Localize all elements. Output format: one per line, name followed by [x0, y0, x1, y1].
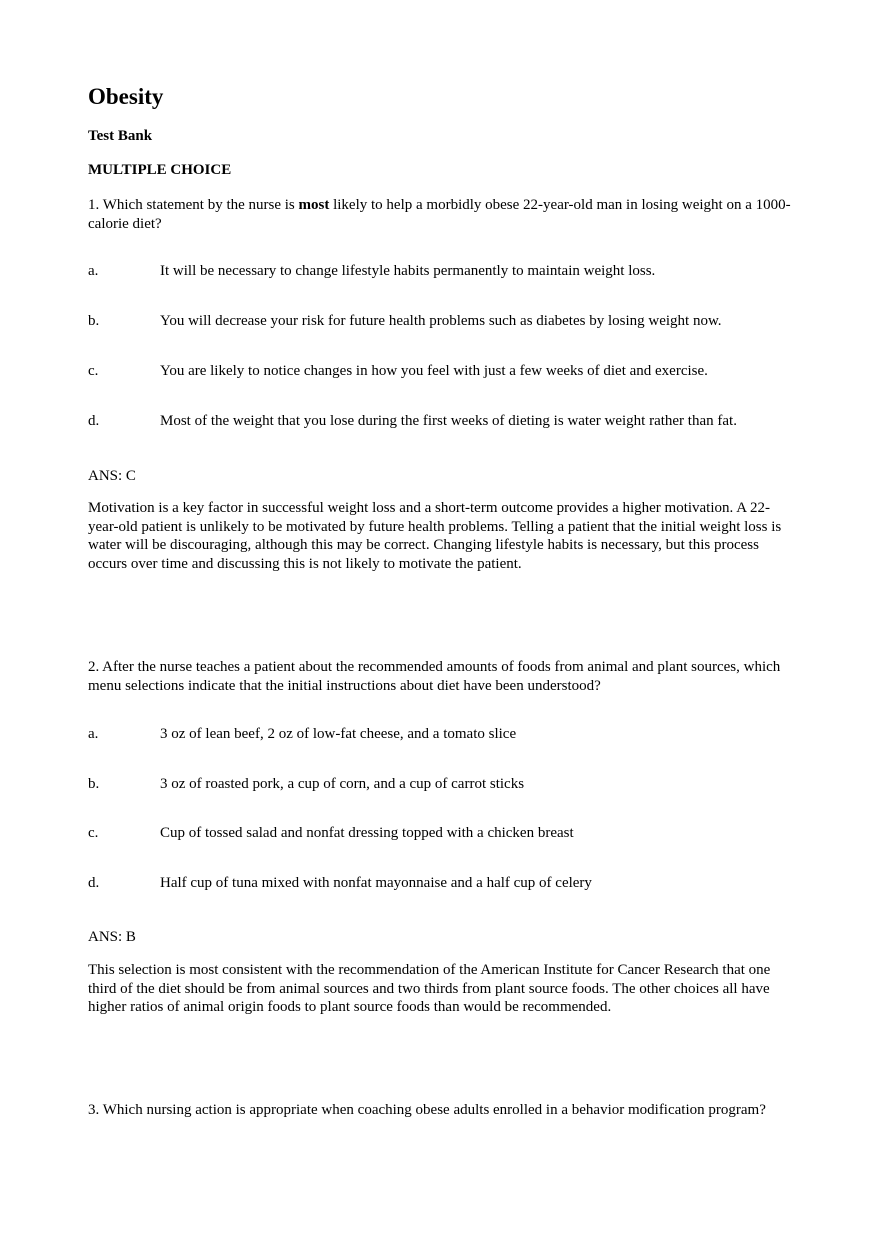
document-subtitle: Test Bank	[88, 128, 153, 144]
question-1-option-a-letter: a.	[88, 263, 99, 279]
question-2-option-d-letter: d.	[88, 875, 100, 891]
question-2-option-d-text: Half cup of tuna mixed with nonfat mayonnaise and a half cup of celery	[160, 875, 592, 891]
question-1-option-b-text: You will decrease your risk for future health problems such as diabetes by losing weight now.	[160, 313, 722, 329]
section-heading: MULTIPLE CHOICE	[88, 162, 232, 178]
question-2-stem: 2. After the nurse teaches a patient about the recommended amounts of foods from animal and plant sources, which menu selections indicate that the initial instructions about diet have been understood?	[88, 659, 781, 694]
question-1-option-c-text: You are likely to notice changes in how you feel with just a few weeks of diet and exercise.	[160, 363, 708, 379]
question-1-rationale: Motivation is a key factor in successful weight loss and a short-term outcome provides a higher motivation. A 22-year-old patient is unlikely to be motivated by future health problems. Telling a patient that the initial weight loss is water will be discouraging, although this may be correct. Changing lifestyle habits is necessary, but this process occurs over time and discussing this is not likely to motivate the patient.	[88, 500, 782, 572]
question-2-option-a-letter: a.	[88, 726, 99, 742]
question-2-rationale: This selection is most consistent with the recommendation of the American Institute for Cancer Research that one third of the diet should be from animal sources and two thirds from plant source foods. The other choices all have higher ratios of animal origin foods to plant source foods than would be recommended.	[88, 962, 771, 1015]
question-1-answer: ANS: C	[88, 468, 136, 484]
question-2-answer: ANS: B	[88, 929, 136, 945]
question-2-option-c-letter: c.	[88, 825, 99, 841]
question-1-option-a-text: It will be necessary to change lifestyle habits permanently to maintain weight loss.	[160, 263, 656, 279]
question-2-option-c-text: Cup of tossed salad and nonfat dressing topped with a chicken breast	[160, 825, 574, 841]
question-2-option-a-text: 3 oz of lean beef, 2 oz of low-fat cheese, and a tomato slice	[160, 726, 517, 742]
question-1-stem-emphasis: most	[298, 197, 330, 213]
question-1-option-c-letter: c.	[88, 363, 99, 379]
document-title: Obesity	[88, 84, 164, 109]
question-1-option-d-letter: d.	[88, 413, 100, 429]
question-3-stem: 3. Which nursing action is appropriate when coaching obese adults enrolled in a behavior modification program?	[88, 1102, 766, 1118]
question-2-option-b-letter: b.	[88, 776, 100, 792]
question-1-option-d-text: Most of the weight that you lose during the first weeks of dieting is water weight rather than fat.	[160, 413, 737, 429]
question-1-stem	[88, 196, 800, 233]
question-1-stem-post: likely to help a morbidly obese 22-year-old man in losing weight on a 1000-calorie diet?	[88, 197, 791, 232]
question-2-option-b-text: 3 oz of roasted pork, a cup of corn, and a cup of carrot sticks	[160, 776, 525, 792]
question-1-option-b-letter: b.	[88, 313, 100, 329]
question-1-stem-pre: 1. Which statement by the nurse is	[88, 197, 299, 213]
